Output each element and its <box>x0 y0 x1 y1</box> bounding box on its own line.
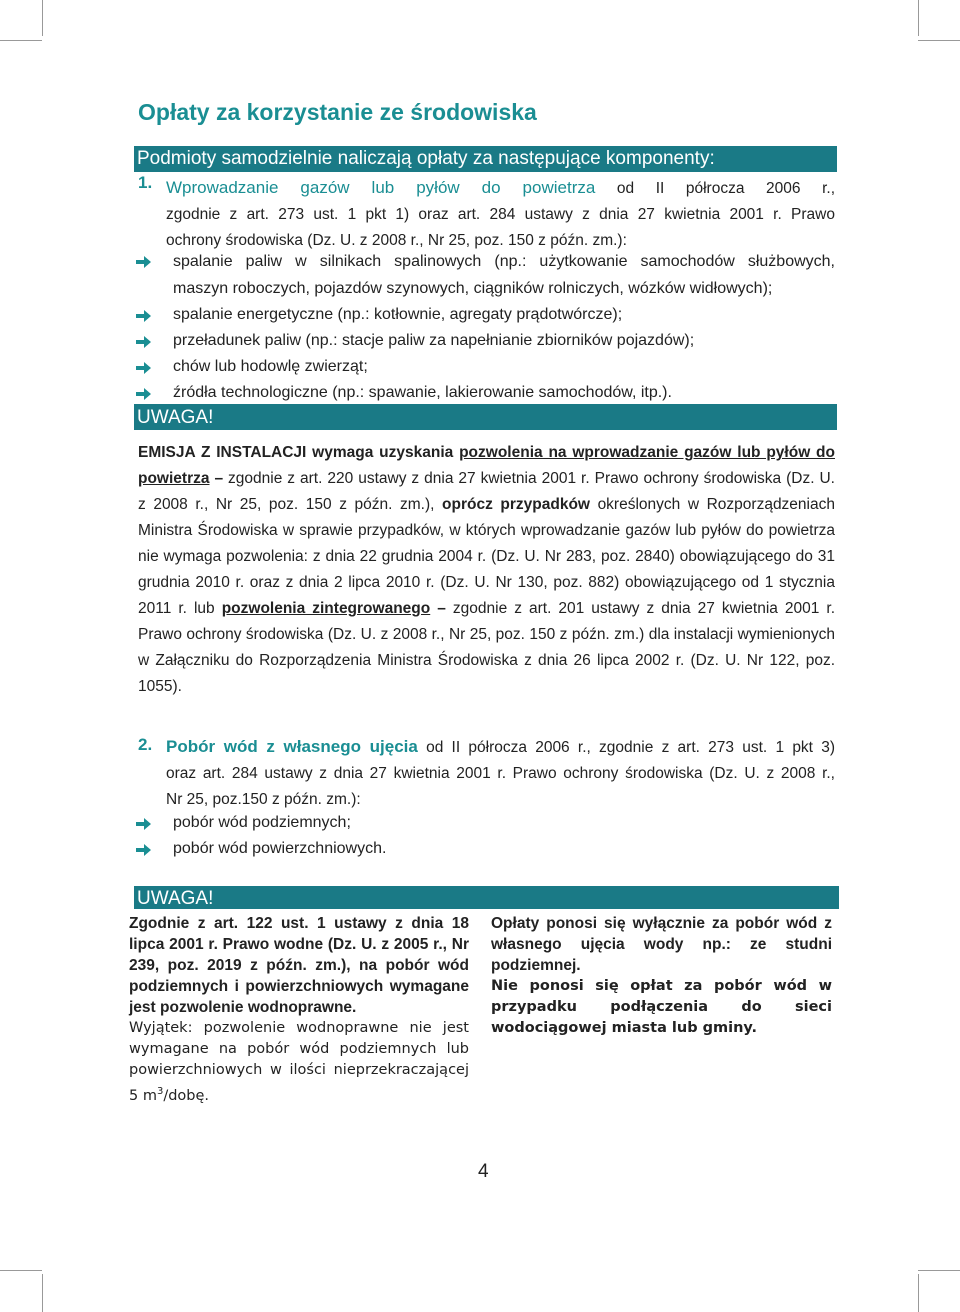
bullet-item: pobór wód podziemnych; <box>173 814 351 831</box>
no-fee-note: Nie ponosi się opłat za pobór wód w przypadku podłączenia do sieci wodociągowej miasta lub gminy. <box>491 978 832 1036</box>
bullet-item: źródła technologiczne (np.: spawanie, lakierowanie samochodów, itp.). <box>173 384 672 401</box>
arrow-right-icon <box>136 255 151 269</box>
section-header-bar: Podmioty samodzielnie naliczają opłaty za następujące komponenty: <box>134 146 837 172</box>
bullet-item-continued: maszyn roboczych, pojazdów szynowych, ciągników rolniczych, wózków widłowych); <box>173 280 773 297</box>
uwaga-left-column <box>129 913 469 1107</box>
uwaga-right-column <box>491 913 832 1039</box>
item2-line2: oraz art. 284 ustawy z dnia 27 kwietnia 2001 r. Prawo ochrony środowiska (Dz. U. z 2008 r., <box>166 765 835 782</box>
pozwolenie-zintegrowane-link: pozwolenia zintegrowanego <box>221 600 431 617</box>
emisja-bold2: oprócz przypadków <box>442 496 590 513</box>
arrow-right-icon <box>136 335 151 349</box>
item2-intro <box>166 734 835 813</box>
item1-line3: ochrony środowiska (Dz. U. z 2008 r., Nr 25, poz. 150 z późn. zm.): <box>166 232 627 249</box>
page-title: Opłaty za korzystanie ze środowiska <box>138 99 537 125</box>
emisja-paragraph <box>138 440 835 700</box>
page-number: 4 <box>478 1161 489 1182</box>
arrow-right-icon <box>136 817 151 831</box>
dash: – <box>214 470 224 487</box>
uwaga-bar: UWAGA! <box>134 404 837 430</box>
item2-line1-rest: od II półrocza 2006 r., zgodnie z art. 273 ust. 1 pkt 3) <box>426 739 835 756</box>
uwaga-bar: UWAGA! <box>134 886 839 909</box>
crop-mark <box>42 1274 43 1312</box>
item1-line1-rest: od II półrocza 2006 r., <box>616 180 835 197</box>
prawo-wodne-note: Zgodnie z art. 122 ust. 1 ustawy z dnia 18 lipca 2001 r. Prawo wodne (Dz. U. z 2005 r., Nr 239, poz. 2019 z późn. zm.), na pobór wód podziemnych i powierzchniowych wymagane jest pozwolenie wodnoprawne. <box>129 915 469 1016</box>
arrow-right-icon <box>136 843 151 857</box>
arrow-right-icon <box>136 387 151 401</box>
bullet-item: chów lub hodowlę zwierząt; <box>173 358 368 375</box>
crop-mark <box>0 40 42 41</box>
item1-heading: Wprowadzanie gazów lub pyłów do powietrza <box>166 178 596 197</box>
item2-line3: Nr 25, poz.150 z późn. zm.): <box>166 791 361 808</box>
crop-mark <box>918 1274 919 1312</box>
exception-end: /dobę. <box>163 1087 210 1104</box>
crop-mark <box>918 1270 960 1271</box>
dash: – <box>437 600 446 617</box>
crop-mark <box>0 1270 42 1271</box>
emisja-text2: określonych w Rozporządzeniach Ministra Środowiska w sprawie przypadków, w których wprowadzanie gazów lub pyłów do powietrza nie wymaga pozwolenia: z dnia 22 grudnia 2004 r. (Dz. U. Nr 283, poz. 2840) obowiązującego do 31 grudnia 2010 r. oraz z dnia 2 lipca 2010 r. (Dz. U. Nr 130, poz. 882) obowiązującego od 1 stycznia 2011 r. lub <box>138 496 835 617</box>
crop-mark <box>918 40 960 41</box>
bullet-item: spalanie paliw w silnikach spalinowych (np.: użytkowanie samochodów służbowych, <box>173 253 835 270</box>
bullet-item: spalanie energetyczne (np.: kotłownie, agregaty prądotwórcze); <box>173 306 623 323</box>
exception-note <box>129 1018 469 1107</box>
arrow-right-icon <box>136 361 151 375</box>
bullet-item: pobór wód powierzchniowych. <box>173 840 387 857</box>
emisja-text3: zgodnie z art. 201 ustawy z dnia 27 kwietnia 2001 r. Prawo ochrony środowiska (Dz. U. z 2008 r., Nr 25, poz. 150 z późn. zm.) dla instalacji wymienionych w Załączniku do Rozporządzenia Ministra Środowiska z dnia 26 lipca 2002 r. (Dz. U. Nr 122, poz. 1055). <box>138 600 836 695</box>
crop-mark <box>918 0 919 36</box>
bullet-item: przeładunek paliw (np.: stacje paliw za napełnianie zbiorników pojazdów); <box>173 332 695 349</box>
emisja-text1: zgodnie z art. 220 ustawy z dnia 27 kwietnia 2001 r. Prawo ochrony środowiska (Dz. U. z 2008 r., Nr 25, poz. 150 z późn. zm.), <box>138 470 835 513</box>
item1-intro <box>166 175 835 254</box>
emisja-bold-start: EMISJA Z INSTALACJI wymaga uzyskania <box>138 444 454 461</box>
item1-line2: zgodnie z art. 273 ust. 1 pkt 1) oraz art. 284 ustawy z dnia 27 kwietnia 2001 r. Prawo <box>166 206 835 223</box>
item-number: 2. <box>138 735 153 754</box>
oplaty-note: Opłaty ponosi się wyłącznie za pobór wód z własnego ujęcia wody np.: ze studni podziemnej. <box>491 915 832 974</box>
exception-text: Wyjątek: pozwolenie wodnoprawne nie jest wymagane na pobór wód podziemnych lub powierzchniowych w ilości nieprzekraczającej 5 m <box>129 1020 469 1104</box>
item-number: 1. <box>138 173 153 192</box>
unit-superscript: 3 <box>156 1086 164 1097</box>
item2-heading: Pobór wód z własnego ujęcia <box>166 737 418 756</box>
pozwolenie-powietrze-link: pozwolenia na wprowadzanie gazów lub pyłów do powietrza <box>138 444 835 487</box>
crop-mark <box>42 0 43 36</box>
arrow-right-icon <box>136 309 151 323</box>
